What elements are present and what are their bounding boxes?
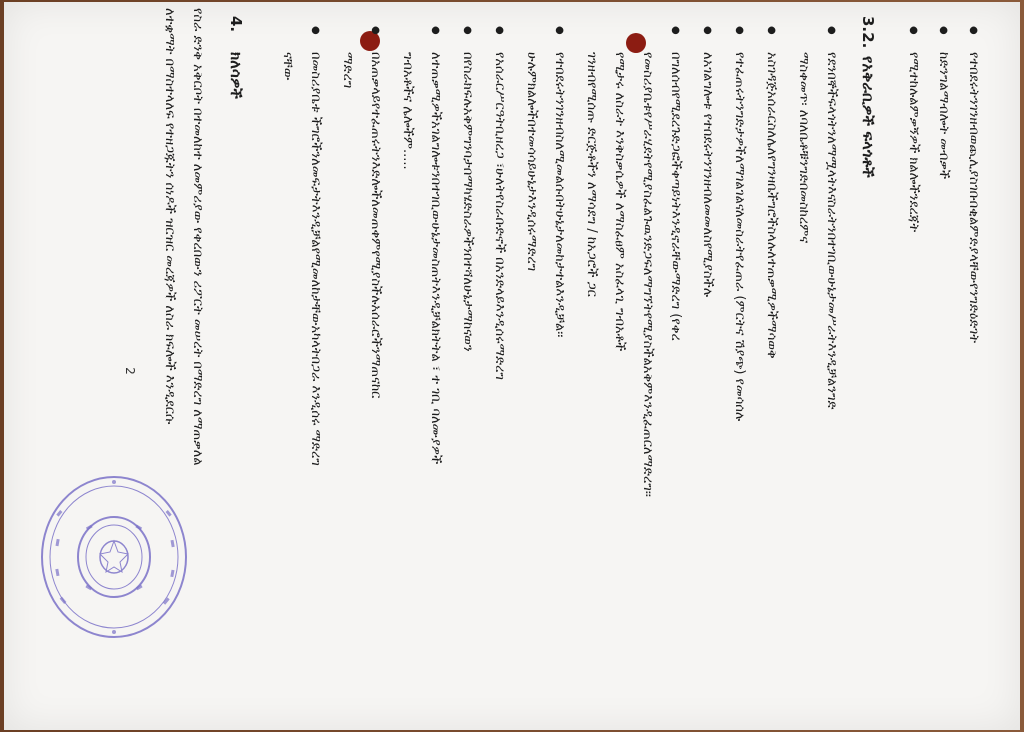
- bullet-line: የተበደሩትንገንዘብወጪሊያስገቡበቂልምድያላቸውየንግድዕድገት: [966, 52, 981, 343]
- bullet-icon: ●: [462, 26, 473, 35]
- section-title: ክለሳዎች: [227, 52, 245, 99]
- paragraph-line: አስገዳጅአሰራርስለሌለየግንዛቤችግሮችስላሉለተጠቃሚዎችማሳወቅ: [764, 52, 779, 359]
- bullet-icon: ●: [670, 26, 681, 35]
- document-page: [4, 2, 1020, 730]
- page-number: 2: [122, 367, 137, 375]
- official-stamp: [36, 472, 192, 642]
- paragraph-line: በመስሪያቤቱ ችግሮችንለመፍታትእንዲቻልየሚመለከታቸውአካላትበጋራ እንዲሰሩ ማድረግ: [308, 52, 323, 466]
- paragraph-line: የደንበኞችፍላጎትንለማሟላትእናስራትንበተገቢውሁኔታመሥራትእንዲቻልንግድ: [824, 52, 839, 410]
- paragraph-line: በአጠቃላይየተፈጠሩትንእድሎችለመጠቀምየሚያስችሉአሰራሮችንማጠናከር: [368, 52, 383, 399]
- stamp-seal-graphic: [36, 472, 192, 642]
- paragraph-line: የአሰራርሥርዓትቢዘረጋ ፣ሁለትየስራቡድኖች በአንድላይእንዲሰሩማድረግ: [492, 52, 507, 380]
- paragraph-line: ገንዘብየሚሰጡ ድርጅቶችን ለማሳደግ / ከአጋሮች ጋር: [584, 52, 599, 297]
- bullet-icon: ●: [702, 26, 713, 35]
- bullet-icon: ●: [766, 26, 777, 35]
- bullet-icon: ●: [938, 26, 949, 35]
- section-number: 3.2.: [859, 16, 877, 49]
- paragraph-line: የተበደሩትንገንዘብስለሚመልሱበትሁኔታለመከታተልእንዲቻል፡፡: [552, 52, 567, 338]
- section-number: 4.: [227, 16, 245, 33]
- bullet-line: የሚተከሉልምቃኝዎች ክልሎችንደረጃት: [906, 52, 921, 233]
- bullet-icon: ●: [430, 26, 441, 35]
- section-title: የአቅራቢዎች ፍላጎቶች: [859, 56, 877, 178]
- paragraph-line: ሁሉምክልሎችበተመሳሳይሁኔታእንዲሰሩማድረግ: [524, 52, 539, 272]
- paragraph-line: ለተጠቃሚዎችአገልግሎቱንበተገቢውሁኔታመስጠትእንዲቻልክትትል ፣ ተ ገቢ ባለሙያዎች: [428, 52, 443, 465]
- paragraph-line: የተፈጠሩትንግድታዎችለማገልገልናለመስራትየፈጠራ (ምርትና ሽያጭ) የመሳሰሉ: [732, 52, 747, 422]
- paragraph-line: በየስራክፍሉአቅምግንባታበማካሄድስራዎችንበተሻለሁኔታማከናወን: [460, 52, 475, 352]
- paragraph-line: ግብአቶችና ሌሎችም.....: [400, 52, 415, 170]
- paragraph-line: ለአገልግሎቱ የተበደሩትንገንዘብለመመለስየሚያስችሉ: [700, 52, 715, 297]
- paragraph-line: ናቸው: [280, 52, 295, 81]
- bullet-icon: ●: [908, 26, 919, 35]
- bullet-icon: ●: [310, 26, 321, 35]
- paragraph-line: የሚታሩ ለስራት እንቅስቃሴዎች ለማስፈፀም አስፈላጊ ግብአቶች: [612, 52, 627, 352]
- bullet-icon: ●: [494, 26, 505, 35]
- bullet-icon: ●: [554, 26, 565, 35]
- paragraph-line: በግለሰብየሚደረጉድጋፎችቀጣይነትእንዲኖራቸውማድረግ (የቀረ: [668, 52, 683, 341]
- paragraph-line: ማድረግ: [340, 52, 355, 89]
- bullet-icon: ●: [826, 26, 837, 35]
- paragraph-line: የመስሪያቤቱየሥራሂደትየሚያስፈልጉዉንድጋፍለማግኘትየሚያስችልአቅምእንዲፈጠርለማድረግ፡፡: [640, 52, 655, 497]
- paragraph-line: ለተቋማት በማስተላለፍ የተዘጋጁትን ሰነዶች ዝርዝር መረጃዎች ለስራ ክፍሎች እንዲደርሱ: [162, 8, 177, 425]
- bullet-line: ከድንግልማብሎት መብቃች: [936, 52, 951, 180]
- bullet-icon: ●: [968, 26, 979, 35]
- paragraph-line: የስራ ድንቅ አቅርቦት በተመለከተ ለመምሪያው የቀረበውን ሪፖርት መሠረት በማድረግ ለማጠቃለል: [190, 8, 205, 466]
- bullet-icon: ●: [734, 26, 745, 35]
- bullet-icon: ●: [370, 26, 381, 35]
- paragraph-line: ማስቀመጥ፡ ለባለቤቶቹንግድበመስከረምና: [796, 52, 811, 244]
